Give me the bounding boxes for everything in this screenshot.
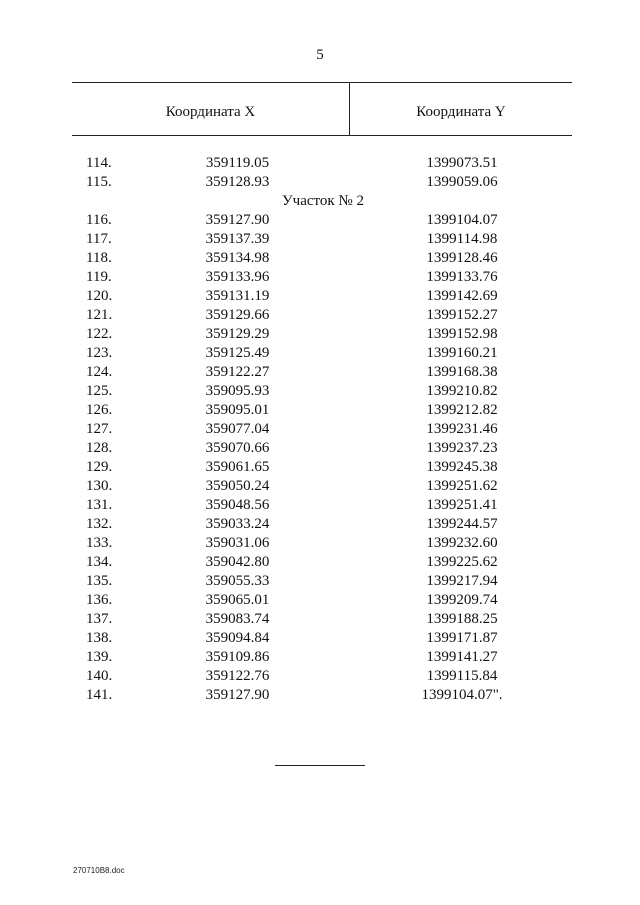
row-number: 119.	[86, 269, 112, 285]
table-row	[0, 458, 640, 477]
row-number: 127.	[86, 421, 113, 437]
table-row	[0, 344, 640, 363]
row-number: 124.	[86, 364, 113, 380]
coordinate-x-cell: 359128.93	[205, 174, 270, 190]
table-row	[0, 553, 640, 572]
row-number: 122.	[86, 326, 113, 342]
coordinate-y-cell: 1399152.27	[426, 307, 498, 323]
row-number: 132.	[86, 516, 113, 532]
coordinate-y-cell: 1399104.07	[426, 212, 498, 228]
row-number: 116.	[86, 212, 112, 228]
table-row	[0, 420, 640, 439]
table-row	[0, 268, 640, 287]
row-number: 140.	[86, 668, 113, 684]
table-row	[0, 287, 640, 306]
table-top-border	[72, 82, 572, 83]
coordinate-x-cell: 359061.65	[205, 459, 270, 475]
coordinate-y-cell: 1399244.57	[426, 516, 498, 532]
table-row	[0, 363, 640, 382]
row-number: 135.	[86, 573, 113, 589]
coordinate-x-cell: 359095.93	[205, 383, 270, 399]
row-number: 121.	[86, 307, 113, 323]
coordinate-x-cell: 359077.04	[205, 421, 270, 437]
table-row	[0, 667, 640, 686]
coordinate-x-cell: 359048.56	[205, 497, 270, 513]
coordinate-x-cell: 359125.49	[205, 345, 270, 361]
coordinate-x-cell: 359031.06	[205, 535, 270, 551]
row-number: 131.	[86, 497, 113, 513]
coordinate-y-cell: 1399115.84	[426, 668, 498, 684]
coordinate-y-cell: 1399251.41	[426, 497, 498, 513]
row-number: 138.	[86, 630, 113, 646]
rows-after-section	[0, 211, 640, 705]
column-header-x: Координата X	[165, 104, 256, 120]
table-row	[0, 496, 640, 515]
row-number: 129.	[86, 459, 113, 475]
coordinate-x-cell: 359133.96	[205, 269, 270, 285]
column-header-y: Координата Y	[416, 104, 506, 120]
table-row	[0, 610, 640, 629]
row-number: 117.	[86, 231, 112, 247]
coordinate-x-cell: 359050.24	[205, 478, 270, 494]
coordinate-y-cell: 1399251.62	[426, 478, 498, 494]
coordinate-y-cell: 1399152.98	[426, 326, 498, 342]
coordinate-x-cell: 359095.01	[205, 402, 270, 418]
coordinate-x-cell: 359109.86	[205, 649, 270, 665]
row-number: 141.	[86, 687, 113, 703]
coordinate-y-cell: 1399245.38	[426, 459, 498, 475]
rows-before-section	[0, 154, 640, 192]
coordinate-y-cell: 1399237.23	[426, 440, 498, 456]
coordinate-x-cell: 359033.24	[205, 516, 270, 532]
table-row	[0, 534, 640, 553]
coordinate-y-cell: 1399142.69	[426, 288, 498, 304]
table-row	[0, 439, 640, 458]
table-row	[0, 401, 640, 420]
row-number: 128.	[86, 440, 113, 456]
coordinate-y-cell: 1399059.06	[426, 174, 498, 190]
coordinate-x-cell: 359137.39	[205, 231, 270, 247]
coordinate-table-body	[0, 154, 640, 705]
coordinate-x-cell: 359042.80	[205, 554, 270, 570]
coordinate-y-cell: 1399188.25	[426, 611, 498, 627]
row-number: 120.	[86, 288, 113, 304]
table-row	[0, 306, 640, 325]
coordinate-y-cell: 1399232.60	[426, 535, 498, 551]
coordinate-y-cell: 1399128.46	[426, 250, 498, 266]
table-row	[0, 515, 640, 534]
coordinate-y-cell: 1399231.46	[426, 421, 498, 437]
coordinate-x-cell: 359129.29	[205, 326, 270, 342]
coordinate-x-cell: 359065.01	[205, 592, 270, 608]
coordinate-x-cell: 359127.90	[205, 212, 270, 228]
table-header-bottom-border	[72, 135, 572, 136]
coordinate-y-cell: 1399133.76	[426, 269, 498, 285]
coordinate-x-cell: 359127.90	[205, 687, 270, 703]
coordinate-y-cell: 1399225.62	[426, 554, 498, 570]
table-row	[0, 382, 640, 401]
table-row	[0, 154, 640, 173]
table-row	[0, 629, 640, 648]
table-row	[0, 686, 640, 705]
section-title: Участок № 2	[282, 193, 364, 209]
row-number: 118.	[86, 250, 112, 266]
coordinate-y-cell: 1399171.87	[426, 630, 498, 646]
row-number: 133.	[86, 535, 113, 551]
coordinate-x-cell: 359055.33	[205, 573, 270, 589]
row-number: 130.	[86, 478, 113, 494]
coordinate-y-cell: 1399212.82	[426, 402, 498, 418]
table-row	[0, 211, 640, 230]
end-of-document-line	[275, 765, 365, 766]
coordinate-y-cell: 1399160.21	[426, 345, 498, 361]
row-number: 126.	[86, 402, 113, 418]
coordinate-x-cell: 359094.84	[205, 630, 270, 646]
coordinate-x-cell: 359070.66	[205, 440, 270, 456]
coordinate-y-cell: 1399209.74	[426, 592, 498, 608]
coordinate-x-cell: 359119.05	[205, 155, 270, 171]
coordinate-y-cell: 1399168.38	[426, 364, 498, 380]
row-number: 137.	[86, 611, 113, 627]
row-number: 139.	[86, 649, 113, 665]
table-row	[0, 648, 640, 667]
coordinate-y-cell: 1399104.07".	[421, 687, 503, 703]
table-row	[0, 477, 640, 496]
row-number: 114.	[86, 155, 112, 171]
table-row	[0, 325, 640, 344]
table-row	[0, 249, 640, 268]
coordinate-y-cell: 1399217.94	[426, 573, 498, 589]
table-row	[0, 572, 640, 591]
row-number: 115.	[86, 174, 112, 190]
footer-document-name: 270710B8.doc	[73, 866, 125, 875]
coordinate-x-cell: 359083.74	[205, 611, 270, 627]
coordinate-x-cell: 359129.66	[205, 307, 270, 323]
row-number: 125.	[86, 383, 113, 399]
table-row	[0, 591, 640, 610]
coordinate-x-cell: 359131.19	[205, 288, 270, 304]
coordinate-x-cell: 359134.98	[205, 250, 270, 266]
coordinate-y-cell: 1399114.98	[426, 231, 498, 247]
row-number: 136.	[86, 592, 113, 608]
page-number: 5	[316, 47, 324, 63]
coordinate-x-cell: 359122.76	[205, 668, 270, 684]
coordinate-y-cell: 1399210.82	[426, 383, 498, 399]
table-row	[0, 173, 640, 192]
coordinate-y-cell: 1399073.51	[426, 155, 498, 171]
row-number: 134.	[86, 554, 113, 570]
row-number: 123.	[86, 345, 113, 361]
table-row	[0, 230, 640, 249]
coordinate-y-cell: 1399141.27	[426, 649, 498, 665]
coordinate-x-cell: 359122.27	[205, 364, 270, 380]
